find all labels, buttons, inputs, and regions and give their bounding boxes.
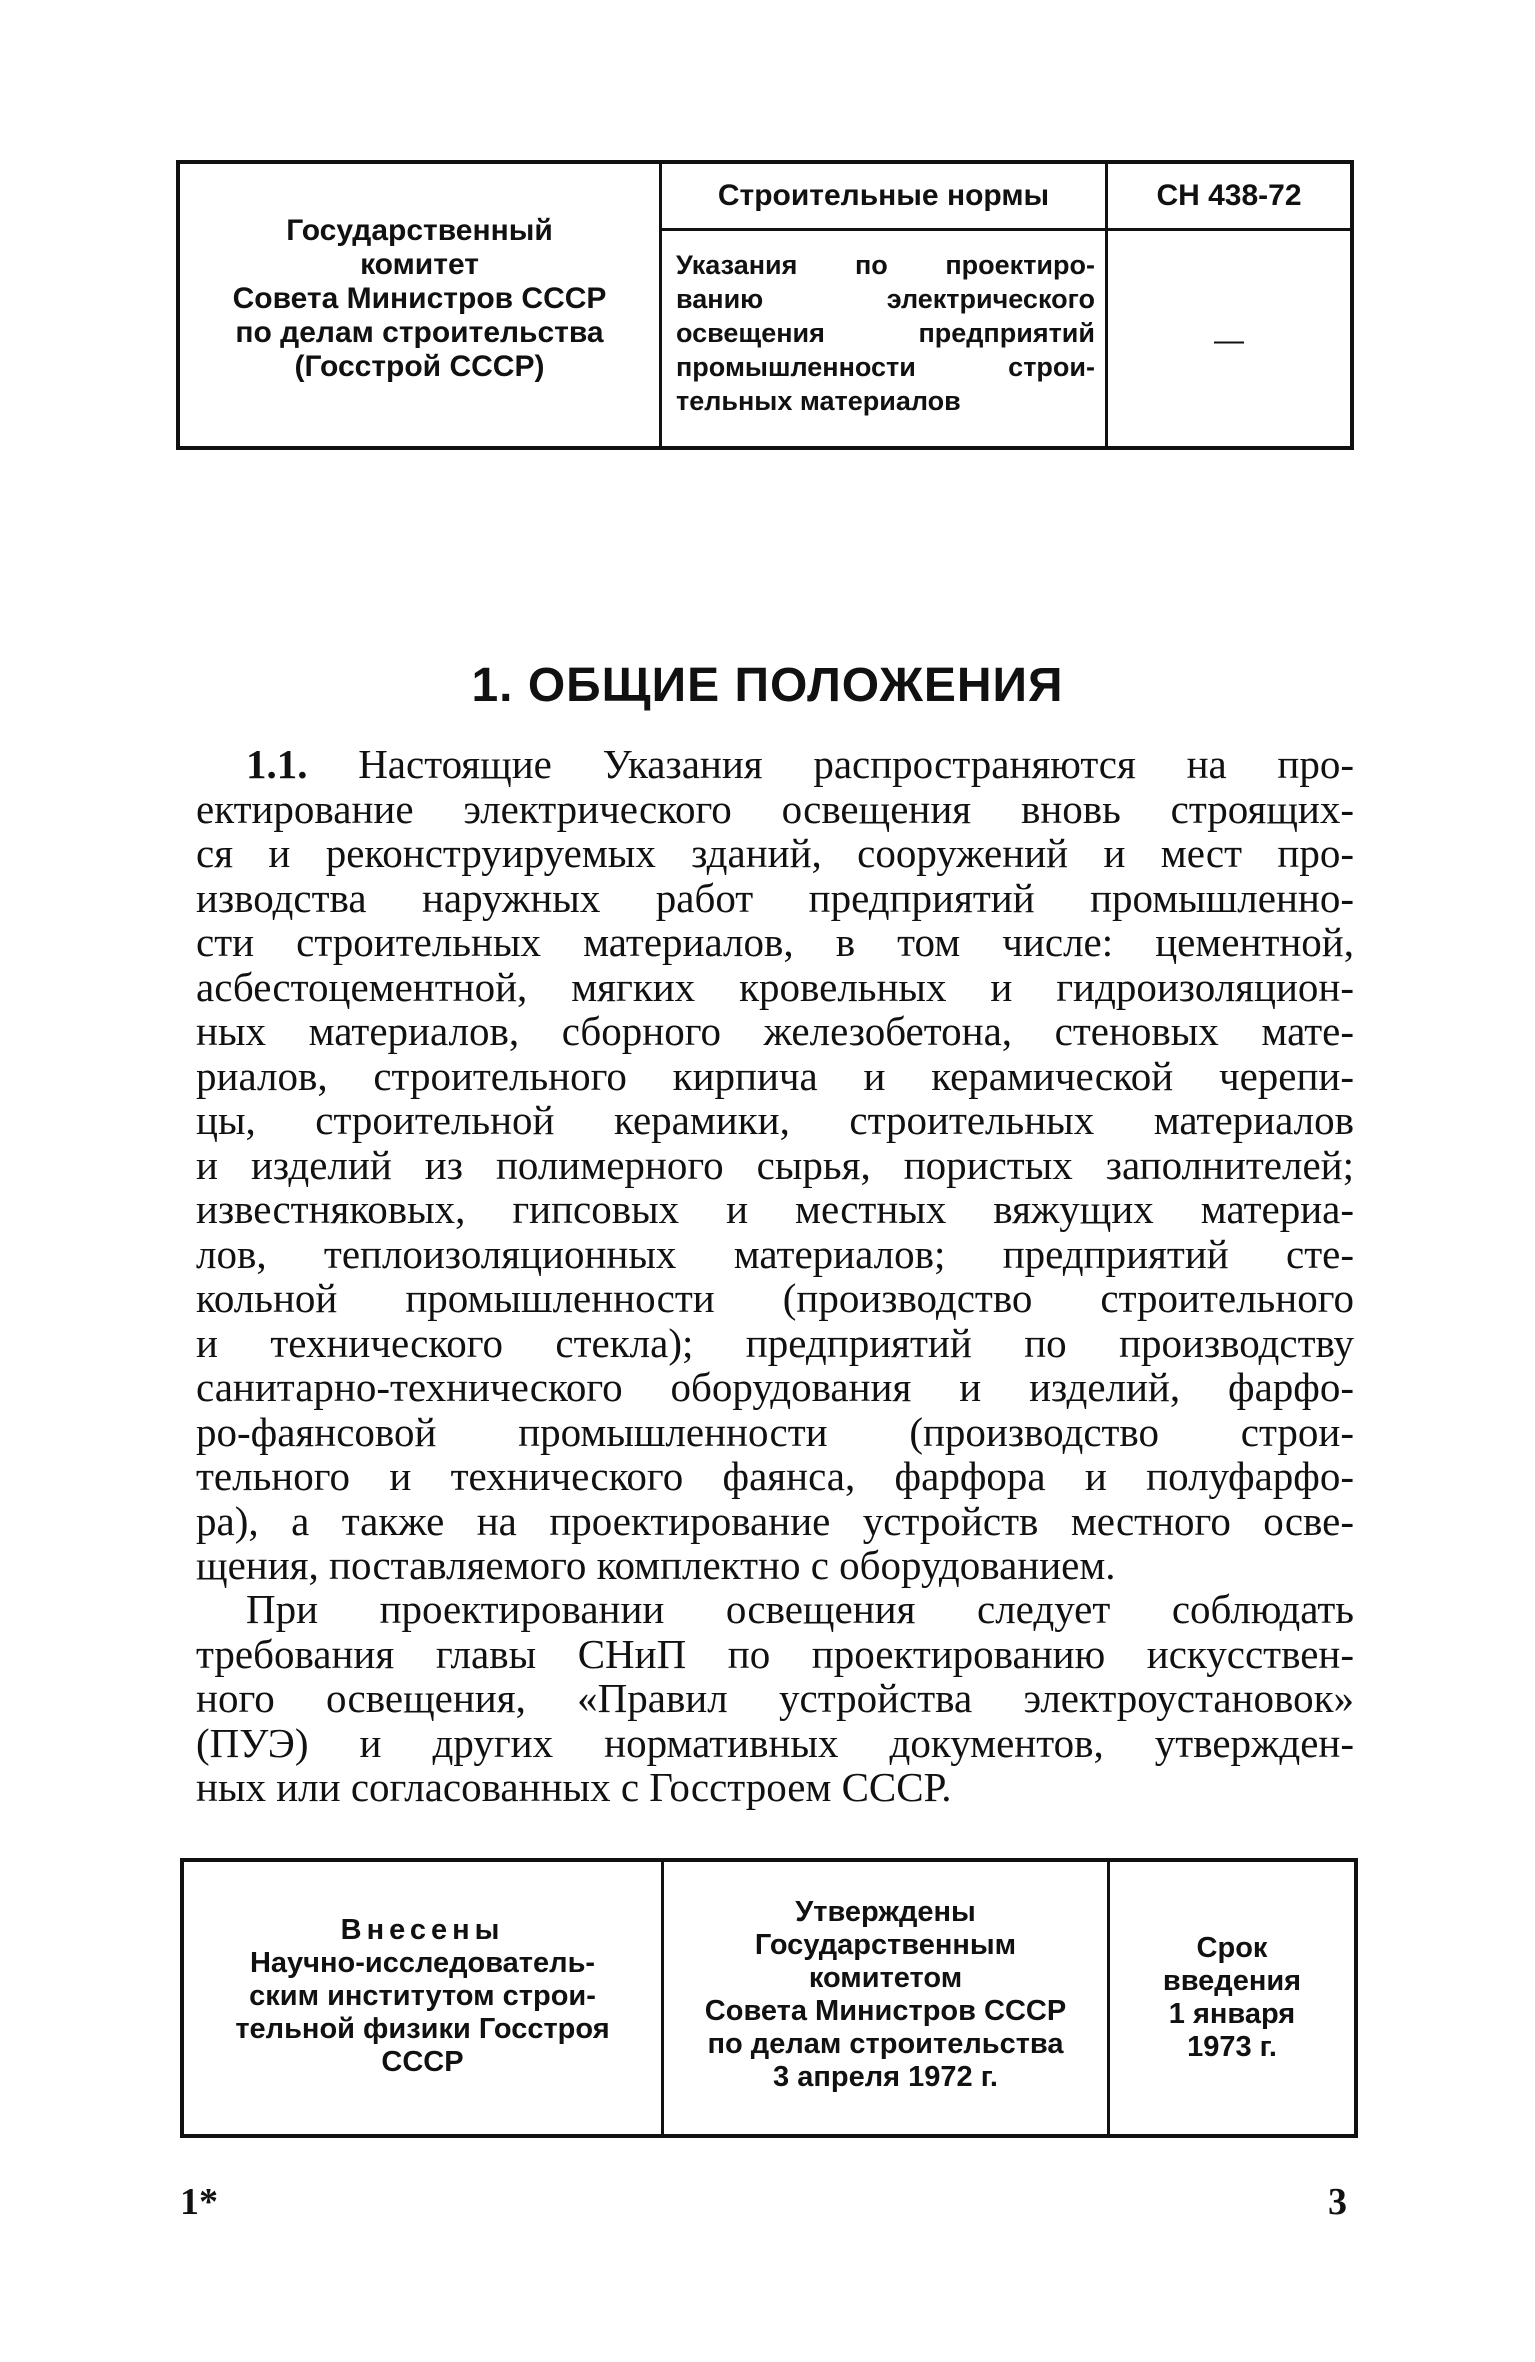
approved-line: Утверждены <box>795 1896 976 1928</box>
replaces-value: — <box>1214 324 1244 357</box>
paragraph-line: цы, строительной керамики, строительных материалов <box>196 1097 1354 1143</box>
paragraph-line: (ПУЭ) и других нормативных документов, утвержден- <box>196 1719 1354 1766</box>
paragraph-line: лов, теплоизоляционных материалов; предприятий сте- <box>196 1230 1354 1277</box>
paragraph-line: 1.1. Настоящие Указания распространяются на про- <box>246 741 1354 787</box>
document-title <box>676 248 1095 418</box>
paragraph-line: санитарно-технического оборудования и изделий, фарфо- <box>196 1364 1354 1410</box>
organization-line: комитет <box>360 248 479 281</box>
paragraph-line: и изделий из полимерного сырья, пористых заполнителей; <box>196 1141 1354 1188</box>
introduced-line: Научно-исследователь- <box>249 1947 596 1979</box>
approved-line: 3 апреля 1972 г. <box>773 2061 998 2093</box>
section-heading: 1. ОБЩИЕ ПОЛОЖЕНИЯ <box>471 659 1064 712</box>
title-line: освещения предприятий <box>676 318 1095 348</box>
footer-table <box>180 1858 1358 2138</box>
paragraph-line: ся и реконструируемых зданий, сооружений и мест про- <box>196 830 1354 876</box>
paragraph-line: ектирование электрического освещения вновь строящих- <box>196 785 1354 832</box>
introduced-line: тельной физики Госстроя <box>235 2013 610 2045</box>
paragraph-line: известняковых, гипсовых и местных вяжущих материа- <box>196 1186 1354 1232</box>
organization-line: Государственный <box>286 214 553 247</box>
effective-line: 1 января <box>1168 1998 1296 2030</box>
document-category: Строительные нормы <box>662 164 1105 231</box>
effective-line: Срок <box>1196 1932 1268 1964</box>
paragraph-line: тельного и технического фаянса, фарфора и полуфарфо- <box>196 1453 1354 1499</box>
paragraph-line: сти строительных материалов, в том числе: цементной, <box>196 919 1354 965</box>
introduced-cell <box>184 1862 664 2134</box>
paragraph-line: При проектировании освещения следует соблюдать <box>246 1586 1354 1632</box>
effective-date-cell <box>1110 1862 1354 2134</box>
organization-line: Совета Министров СССР <box>232 282 607 315</box>
effective-line: введения <box>1162 1965 1302 1997</box>
paragraph-line: ных или согласованных с Госстроем СССР. <box>196 1764 952 1810</box>
approved-line: комитетом <box>808 1962 963 1994</box>
paragraph-line: риалов, строительного кирпича и керамической черепи- <box>196 1052 1354 1099</box>
title-line: ванию электрического <box>676 284 1095 314</box>
paragraph-1-1 <box>196 742 1354 1588</box>
header-organization-cell <box>180 164 662 446</box>
paragraph-line: кольной промышленности (производство строительного <box>196 1275 1354 1321</box>
effective-line: 1973 г. <box>1187 2031 1277 2063</box>
paragraph-line: ра), а также на проектирование устройств местного осве- <box>196 1497 1354 1544</box>
page-number: 3 <box>1328 2181 1347 2223</box>
paragraph-2 <box>196 1587 1354 1810</box>
paragraph-line: и технического стекла); предприятий по производству <box>196 1319 1354 1366</box>
title-line: промышленности строи- <box>676 352 1095 382</box>
paragraph-line: требования главы СНиП по проектированию искусствен- <box>196 1630 1354 1677</box>
approved-line: по делам строительства <box>707 2028 1064 2060</box>
organization-line: (Госстрой СССР) <box>294 350 545 383</box>
organization-name <box>180 214 659 384</box>
approved-line: Государственным <box>754 1929 1017 1961</box>
header-title-cell <box>662 164 1108 446</box>
introduced-label: Внесены <box>340 1914 505 1946</box>
title-line: Указания по проектиро- <box>676 250 1095 280</box>
introduced-line: ским институтом строи- <box>249 1980 596 2012</box>
organization-line: по делам строительства <box>235 316 604 349</box>
document-code: СН 438-72 <box>1108 164 1350 231</box>
introduced-line: СССР <box>381 2046 464 2078</box>
paragraph-line: ных материалов, сборного железобетона, стеновых мате- <box>196 1008 1354 1054</box>
approved-cell <box>664 1862 1110 2134</box>
paragraph-line: изводства наружных работ предприятий промышленно- <box>196 874 1354 921</box>
paragraph-line: асбестоцементной, мягких кровельных и гидроизоляцион- <box>196 963 1354 1010</box>
approved-line: Совета Министров СССР <box>704 1995 1067 2027</box>
paragraph-line: ного освещения, «Правил устройства электроустановок» <box>196 1675 1354 1721</box>
paragraph-line: щения, поставляемого комплектно с оборудованием. <box>196 1542 1116 1588</box>
paragraph-line: ро-фаянсовой промышленности (производство строи- <box>196 1408 1354 1455</box>
signature-mark: 1* <box>180 2181 218 2223</box>
header-code-cell <box>1108 164 1350 446</box>
title-line: тельных материалов <box>676 386 961 416</box>
clause-number: 1.1. <box>246 741 308 787</box>
header-table <box>176 160 1354 450</box>
